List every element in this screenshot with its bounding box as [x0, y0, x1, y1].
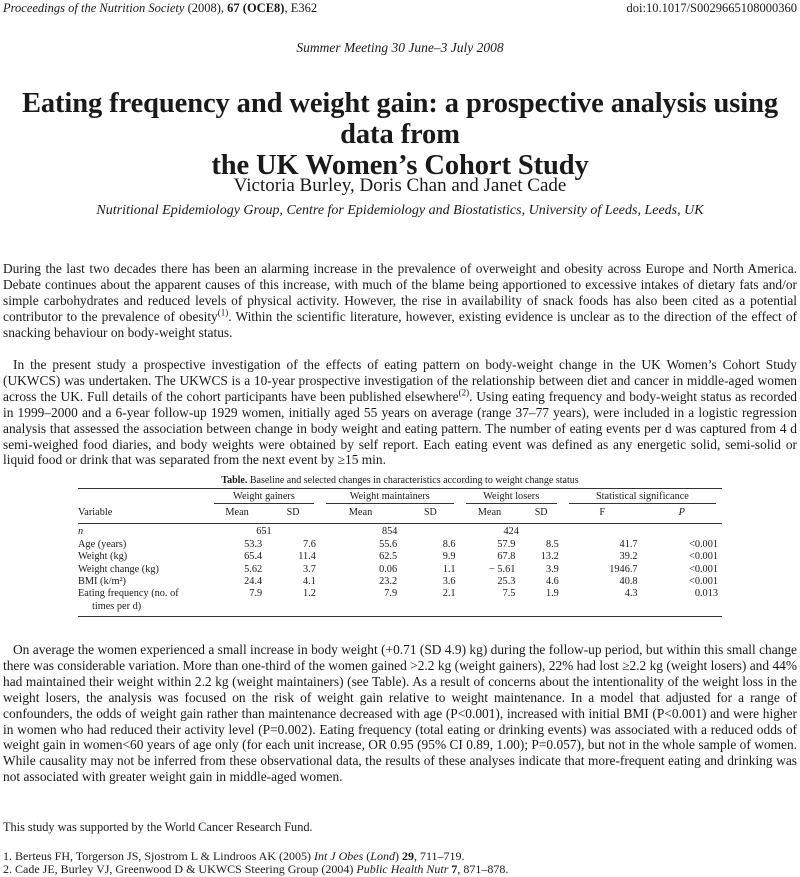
cell: <0.001	[689, 575, 718, 587]
citation-1: (1)	[217, 307, 229, 318]
journal-page: , E362	[284, 1, 318, 15]
row-label: n	[78, 526, 84, 538]
col-mean: Mean	[208, 504, 266, 524]
table-caption	[0, 475, 800, 486]
paragraph-intro	[3, 261, 797, 341]
paragraph-methods	[3, 357, 797, 468]
table-row	[78, 601, 722, 617]
ref-journal: Int J Obes	[313, 849, 364, 863]
row-label-continued: times per d)	[78, 601, 208, 617]
col-mean: Mean	[460, 504, 520, 524]
acknowledgement: This study was supported by the World Cancer Research Fund.	[3, 820, 313, 834]
p1-text-a: During the last two decades there has been an alarming increase in the prevalence of overweight and obesity across Europe and North America. Debate continues about the apparent causes of this increase, with much of the blame being apportioned to excessive intakes of dietary fats and/or simple carbohydrates and reduced levels of physical activity. However, the rise in availability of snack foods has also been cited as a potential contributor to the prevalence of obesity	[3, 261, 797, 324]
journal-issue: (OCE8)	[242, 1, 285, 15]
ref-volume: 29	[401, 849, 414, 863]
cell: 57.9	[497, 538, 516, 550]
ref-journal-sub: Lond	[370, 849, 395, 863]
cell: 67.8	[497, 551, 516, 563]
cell: 4.6	[545, 575, 559, 587]
affiliation: Nutritional Epidemiology Group, Centre for Epidemiology and Biostatistics, University of Leeds, Leeds, UK	[96, 203, 704, 218]
cell: 41.7	[619, 538, 638, 550]
cell: 8.6	[442, 538, 456, 550]
col-p: P	[642, 504, 722, 524]
group-weight-gainers: Weight gainers	[214, 491, 314, 504]
title-line-2: the UK Women’s Cohort Study	[211, 150, 589, 181]
cell: 8.5	[545, 538, 559, 550]
journal-year: (2008),	[187, 1, 228, 15]
table-row	[78, 564, 722, 576]
running-header	[0, 0, 800, 18]
col-sd: SD	[401, 504, 459, 524]
n-maintainers: 854	[382, 526, 398, 538]
table-row	[78, 539, 722, 551]
cell: 40.8	[619, 575, 638, 587]
journal-citation	[3, 1, 317, 16]
p2-text-a: In the present study a prospective investigation of the effects of eating pattern on body-weight change in the UK Women’s Cohort Study (UKWCS) was undertaken. The UKWCS is a 10-year prospective investigation of the relationship between diet and cancer in middle-aged women across the UK. Full details of the cohort participants have been published elsewhere	[3, 357, 797, 404]
cell: 3.9	[545, 563, 559, 575]
cell: <0.001	[689, 538, 718, 550]
cell: 7.9	[384, 588, 398, 600]
ref-authors: 2. Cade JE, Burley VJ, Greenwood D & UKWCS Steering Group (2004)	[3, 862, 357, 876]
journal-name: Proceedings of the Nutrition Society	[3, 1, 185, 15]
table-row	[78, 524, 722, 539]
cell: 2.1	[442, 588, 456, 600]
authors: Victoria Burley, Doris Chan and Janet Cade	[233, 175, 567, 196]
cell: 0.06	[379, 563, 398, 575]
paragraph-results: On average the women experienced a small increase in body weight (+0.71 (SD 4.9) kg) during the follow-up period, but within this small change there was considerable variation. More than one-third of the women gained >2.2 kg (weight gainers), 22% had lost ≥2.2 kg (weight losers) and 44% had maintained their weight within 2.2 kg (weight maintainers) (see Table). As a result of concerns about the intentionality of the weight loss in the weight losers, the analysis was focused on the risk of weight gain relative to weight maintenance. In a model that adjusted for a range of confounders, the odds of weight gain rather than maintenance decreased with age (P<0.001), increased with initial BMI (P<0.001) and were higher in women who had reduced their activity level (P=0.002). Eating frequency (total eating or drinking events) was associated with a reduced odds of weight gain in women<60 years of age only (for each unit increase, OR 0.95 (95% CI 0.89, 1.00); P=0.057), but not in the whole sample of women. While causality may not be inferred from these observational data, the results of these analyses indicate that more-frequent eating and drinking was not associated with greater weight gain in middle-aged women.	[3, 642, 797, 785]
doi: doi:10.1017/S0029665108000360	[626, 1, 797, 15]
cell: 13.2	[540, 551, 559, 563]
cell: 4.3	[624, 588, 638, 600]
cell: 55.6	[379, 538, 398, 550]
row-label: BMI (k/m²)	[78, 575, 126, 587]
cell: 65.4	[244, 551, 263, 563]
cell: 7.5	[502, 588, 516, 600]
row-label: Eating frequency (no. of	[78, 588, 179, 600]
results-table	[78, 488, 722, 617]
p1-text-b: . Within the scientific literature, however, existing evidence is unclear as to the direction of the effect of snacking behaviour on body-weight status.	[3, 308, 797, 340]
col-variable: Variable	[78, 504, 208, 524]
cell: 1.9	[545, 588, 559, 600]
cell: 0.013	[694, 588, 718, 600]
ref-volume: 7	[451, 862, 458, 876]
row-label: Age (years)	[78, 538, 127, 550]
cell: 25.3	[497, 575, 516, 587]
col-f: F	[563, 504, 642, 524]
ref-authors: 1. Berteus FH, Torgerson JS, Sjostrom L & Lindroos AK (2005)	[3, 849, 314, 863]
cell: 3.7	[303, 563, 316, 575]
citation-2: (2)	[458, 387, 470, 398]
cell: <0.001	[689, 563, 718, 575]
row-label: Weight change (kg)	[78, 563, 159, 575]
ref-sep: (	[363, 849, 371, 863]
cell: − 5.61	[489, 563, 516, 575]
cell: 24.4	[244, 575, 263, 587]
table-row	[78, 551, 722, 563]
cell: 7.9	[249, 588, 263, 600]
cell: <0.001	[689, 551, 718, 563]
table-row	[78, 588, 722, 600]
cell: 1946.7	[609, 563, 638, 575]
ref-pages: , 711–719.	[413, 849, 465, 863]
ref-sep: )	[394, 849, 402, 863]
ref-pages: , 871–878.	[457, 862, 509, 876]
group-weight-losers: Weight losers	[466, 491, 557, 504]
cell: 62.5	[379, 551, 398, 563]
cell: 39.2	[619, 551, 638, 563]
p2-text-b: . Using eating frequency and body-weight status as recorded in 1999–2000 and a 6-year follow-up 1929 women, initially aged 55 years on average (range 37–77 years), were included in a logistic regression analysis that assessed the association between change in body weight and eating pattern. The number of eating events per d was captured from 4 d semi-weighed food diaries, and body weights were obtained by self report. Each eating event was defined as any energetic solid, semi-solid or liquid food or drink that was separated from the next event by ≥15 min.	[3, 388, 797, 468]
table-label: Table.	[221, 475, 248, 486]
n-losers: 424	[503, 526, 519, 538]
ref-journal: Public Health Nutr	[356, 862, 449, 876]
table-column-header	[78, 504, 722, 524]
n-gainers: 651	[256, 526, 272, 538]
cell: 4.1	[303, 575, 316, 587]
cell: 1.1	[442, 563, 456, 575]
cell: 11.4	[298, 551, 316, 563]
journal-volume: 67	[227, 1, 240, 15]
table-caption-text: Baseline and selected changes in characteristics according to weight change status	[247, 475, 579, 486]
cell: 5.62	[244, 563, 263, 575]
col-sd: SD	[519, 504, 562, 524]
cell: 9.9	[442, 551, 456, 563]
cell: 7.6	[303, 538, 316, 550]
group-weight-maintainers: Weight maintainers	[326, 491, 454, 504]
reference-2	[3, 862, 508, 877]
group-statistical-significance: Statistical significance	[569, 491, 716, 504]
row-label: Weight (kg)	[78, 551, 128, 563]
table-group-header	[78, 491, 722, 504]
table-row	[78, 576, 722, 588]
col-mean: Mean	[320, 504, 401, 524]
title-line-1: Eating frequency and weight gain: a prospective analysis using data from	[21, 88, 778, 150]
meeting-line: Summer Meeting 30 June–3 July 2008	[296, 40, 504, 55]
col-sd: SD	[266, 504, 320, 524]
cell: 23.2	[379, 575, 398, 587]
cell: 3.6	[442, 575, 456, 587]
paper-title	[0, 88, 800, 181]
cell: 53.3	[244, 538, 263, 550]
cell: 1.2	[303, 588, 316, 600]
